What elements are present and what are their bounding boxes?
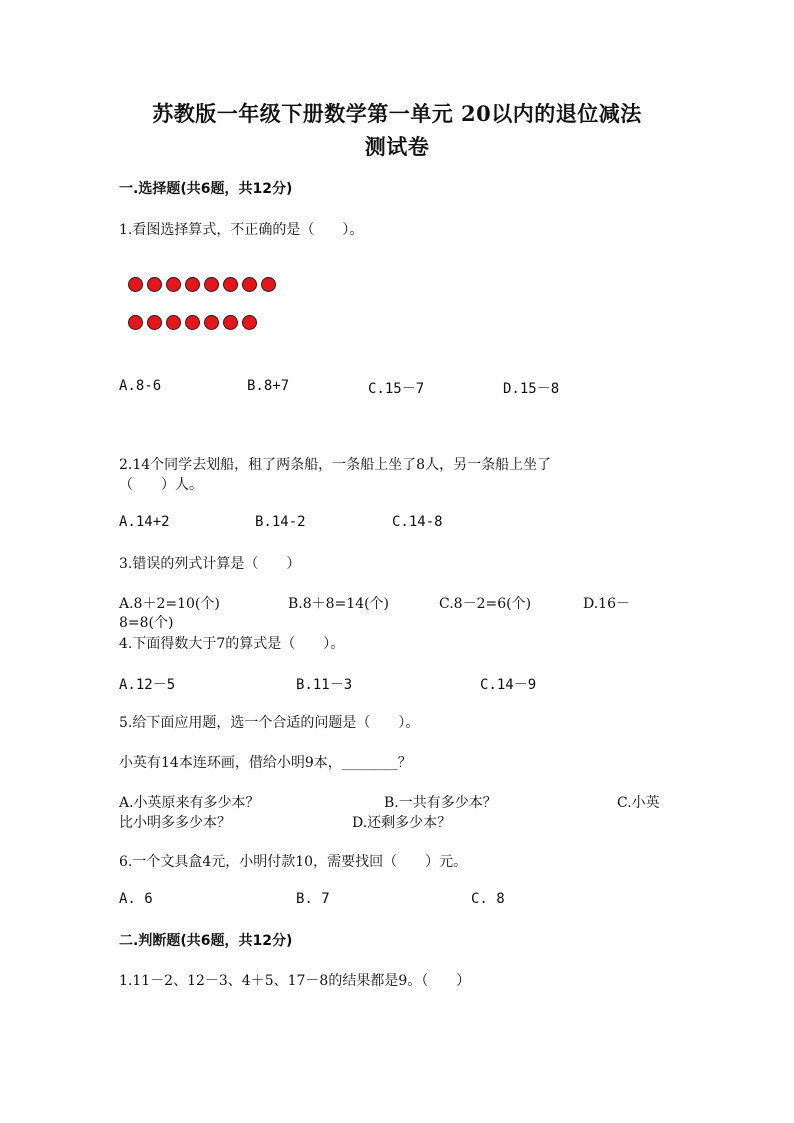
question-5-option-b: B.一共有多少本？ bbox=[384, 795, 497, 811]
red-dot bbox=[147, 315, 162, 330]
question-6-option-a: A. 6 bbox=[119, 891, 153, 907]
question-2-option-b: B.14-2 bbox=[255, 514, 306, 530]
red-dot bbox=[166, 277, 181, 292]
question-5-option-c-cont: 比小明多多少本？ bbox=[119, 815, 231, 831]
red-dot bbox=[223, 315, 238, 330]
question-5-context: 小英有14本连环画，借给小明9本，________？ bbox=[119, 755, 412, 771]
question-1-option-a: A.8-6 bbox=[119, 378, 162, 394]
question-4-stem: 4.下面得数大于7的算式是（ ）。 bbox=[119, 636, 345, 652]
red-dot bbox=[147, 277, 162, 292]
judgement-question-1-stem: 1.11－2、12－3、4＋5、17－8的结果都是9。（ ） bbox=[119, 973, 471, 989]
red-dot bbox=[185, 315, 200, 330]
question-1-option-c: C.15－7 bbox=[368, 381, 425, 397]
question-1-option-b: B.8+7 bbox=[247, 378, 290, 394]
question-4-option-b: B.11－3 bbox=[296, 677, 353, 693]
red-dot bbox=[128, 277, 143, 292]
red-dot bbox=[166, 315, 181, 330]
red-dot bbox=[242, 277, 257, 292]
red-dot bbox=[185, 277, 200, 292]
question-3-option-c: C.8－2=6(个) bbox=[439, 596, 532, 612]
question-2-option-a: A.14+2 bbox=[119, 514, 170, 530]
question-2-option-c: C.14-8 bbox=[392, 514, 443, 530]
question-5-option-c: C.小英 bbox=[617, 795, 660, 811]
red-dot bbox=[204, 277, 219, 292]
question-6-stem: 6.一个文具盒4元，小明付款10，需要找回（ ）元。 bbox=[119, 854, 468, 870]
dot-row-2 bbox=[128, 315, 257, 330]
question-1-stem: 1.看图选择算式，不正确的是（ ）。 bbox=[119, 222, 364, 238]
question-3-option-b: B.8＋8=14(个) bbox=[288, 596, 390, 612]
section-heading-judgement: 二.判断题(共6题，共12分) bbox=[119, 933, 293, 949]
question-5-option-d: D.还剩多少本？ bbox=[352, 815, 452, 831]
question-2-stem: 2.14个同学去划船，租了两条船，一条船上坐了8人，另一条船上坐了 bbox=[119, 457, 552, 473]
question-3-option-d-cont: 8=8(个) bbox=[119, 615, 174, 631]
question-5-option-a: A.小英原来有多少本？ bbox=[119, 795, 260, 811]
red-dot bbox=[242, 315, 257, 330]
question-4-option-c: C.14－9 bbox=[480, 677, 537, 693]
page-subtitle: 测试卷 bbox=[364, 134, 430, 159]
section-heading-choice: 一.选择题(共6题，共12分) bbox=[119, 181, 293, 197]
dot-row-1 bbox=[128, 277, 276, 292]
question-2-stem-cont: （ ）人。 bbox=[119, 477, 203, 493]
question-3-option-d: D.16－ bbox=[583, 596, 630, 612]
question-5-stem: 5.给下面应用题，选一个合适的问题是（ ）。 bbox=[119, 715, 420, 731]
red-dot bbox=[261, 277, 276, 292]
red-dot bbox=[204, 315, 219, 330]
question-4-option-a: A.12－5 bbox=[119, 677, 176, 693]
question-6-option-c: C. 8 bbox=[471, 891, 505, 907]
question-3-stem: 3.错误的列式计算是（ ） bbox=[119, 556, 301, 572]
red-dot bbox=[223, 277, 238, 292]
question-1-option-d: D.15－8 bbox=[503, 381, 560, 397]
question-3-option-a: A.8＋2=10(个) bbox=[119, 596, 220, 612]
page-title: 苏教版一年级下册数学第一单元 20以内的退位减法 bbox=[152, 101, 642, 126]
red-dot bbox=[128, 315, 143, 330]
question-6-option-b: B. 7 bbox=[296, 891, 330, 907]
